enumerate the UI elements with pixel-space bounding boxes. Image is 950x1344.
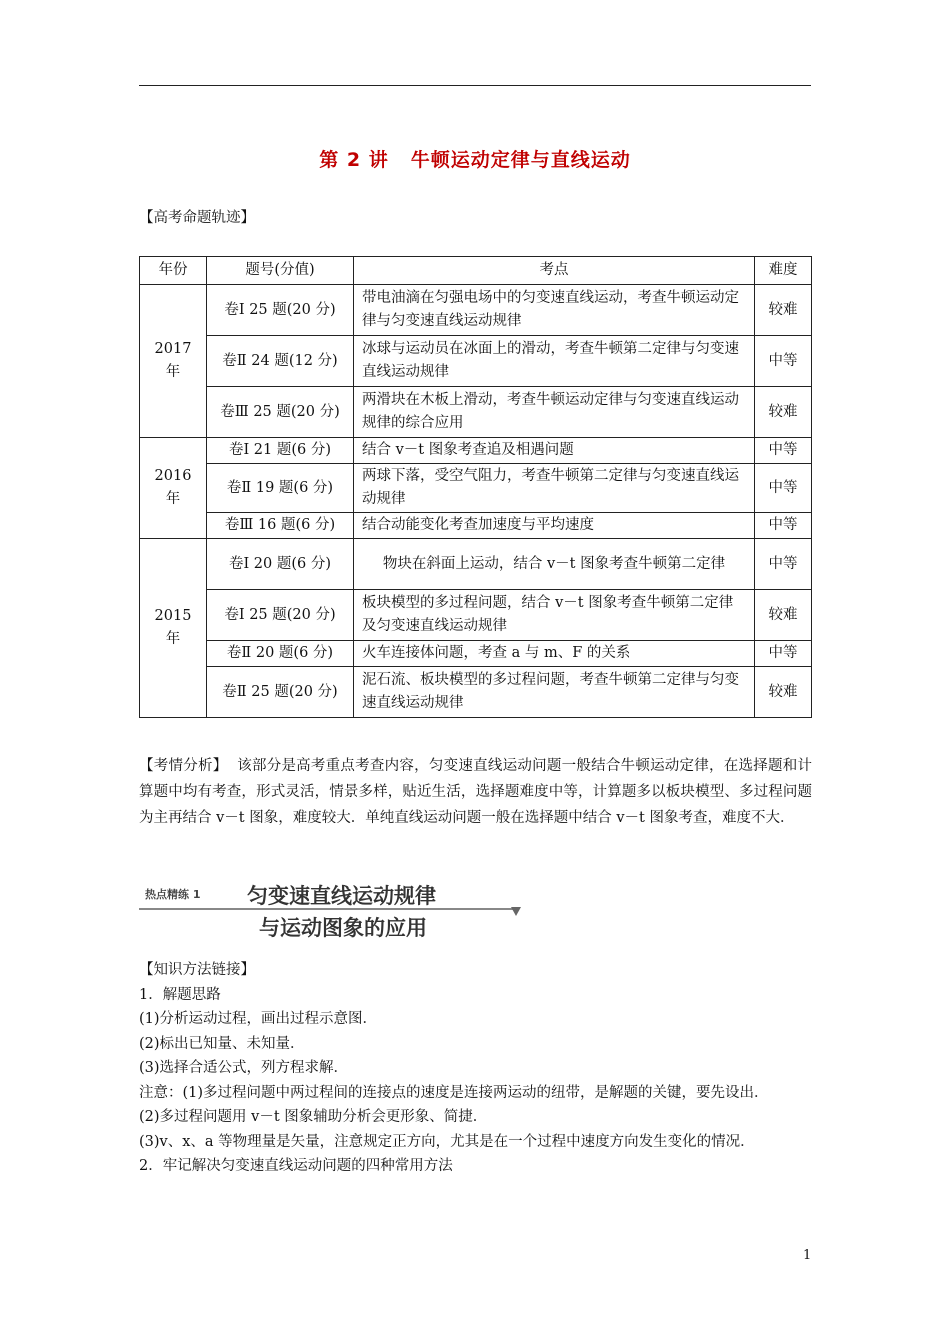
page-number: 1	[803, 1248, 812, 1263]
topic-cell: 两滑块在木板上滑动，考查牛顿运动定律与匀变速直线运动规律的综合应用	[354, 387, 755, 438]
table-row	[140, 667, 812, 718]
table-row	[140, 590, 812, 641]
question-cell: 卷Ⅰ 20 题(6 分)	[207, 539, 354, 590]
method-section	[139, 958, 812, 1179]
question-cell: 卷Ⅲ 16 题(6 分)	[207, 513, 354, 539]
note-item: (2)多过程问题用 v－t 图象辅助分析会更形象、简捷．	[139, 1109, 488, 1125]
table-row	[140, 336, 812, 387]
topic-cell: 物块在斜面上运动，结合 v－t 图象考查牛顿第二定律	[354, 539, 755, 590]
topic-cell: 带电油滴在匀强电场中的匀变速直线运动，考查牛顿运动定律与匀变速直线运动规律	[354, 285, 755, 336]
year-cell: 2017 年	[140, 285, 207, 438]
question-cell: 卷Ⅱ 25 题(20 分)	[207, 667, 354, 718]
hot-topic-banner	[139, 876, 539, 946]
header-year: 年份	[140, 257, 207, 285]
header-difficulty: 难度	[755, 257, 812, 285]
question-cell: 卷Ⅲ 25 题(20 分)	[207, 387, 354, 438]
analysis-label: 【考情分析】	[139, 758, 228, 774]
method-link-label: 【知识方法链接】	[139, 962, 255, 978]
list-item: 1．解题思路	[139, 986, 221, 1003]
page-title	[0, 145, 950, 172]
difficulty-cell: 较难	[755, 387, 812, 438]
note-item: 注意：(1)多过程问题中两过程间的连接点的速度是连接两运动的纽带，是解题的关键，要先设出．	[139, 1084, 769, 1101]
difficulty-cell: 中等	[755, 464, 812, 513]
table-row	[140, 641, 812, 667]
topic-cell: 板块模型的多过程问题，结合 v－t 图象考查牛顿第二定律及匀变速直线运动规律	[354, 590, 755, 641]
exam-track-table	[139, 256, 812, 718]
header-question: 题号(分值)	[207, 257, 354, 285]
difficulty-cell: 中等	[755, 438, 812, 464]
year-cell: 2015 年	[140, 539, 207, 718]
difficulty-cell: 中等	[755, 336, 812, 387]
hot-topic-title-line2: 与运动图象的应用	[259, 916, 427, 940]
topic-cell: 结合动能变化考查加速度与平均速度	[354, 513, 755, 539]
difficulty-cell: 中等	[755, 513, 812, 539]
question-cell: 卷Ⅱ 20 题(6 分)	[207, 641, 354, 667]
question-cell: 卷Ⅱ 24 题(12 分)	[207, 336, 354, 387]
topic-cell: 冰球与运动员在冰面上的滑动，考查牛顿第二定律与匀变速直线运动规律	[354, 336, 755, 387]
hot-topic-title-line1: 匀变速直线运动规律	[247, 884, 436, 908]
difficulty-cell: 较难	[755, 285, 812, 336]
table-row	[140, 285, 812, 336]
lecture-title: 牛顿运动定律与直线运动	[410, 149, 631, 171]
question-cell: 卷Ⅰ 25 题(20 分)	[207, 285, 354, 336]
difficulty-cell: 较难	[755, 667, 812, 718]
table-row	[140, 464, 812, 513]
table-row	[140, 539, 812, 590]
banner-triangle-icon	[511, 907, 521, 916]
topic-cell: 结合 v－t 图象考查追及相遇问题	[354, 438, 755, 464]
analysis-text: 该部分是高考重点考查内容，匀变速直线运动问题一般结合牛顿运动定律，在选择题和计算题中均有考查，形式灵活，情景多样，贴近生活，选择题难度中等，计算题多以板块模型、多过程问题为主再结合 v－t 图象，难度较大．单纯直线运动问题一般在选择题中结合 v－t 图象考查，难度不大．	[139, 758, 813, 826]
topic-cell: 两球下落，受空气阻力，考查牛顿第二定律与匀变速直线运动规律	[354, 464, 755, 513]
analysis-paragraph	[139, 753, 812, 831]
list-item: (2)标出已知量、未知量．	[139, 1035, 305, 1052]
list-item: (1)分析运动过程，画出过程示意图．	[139, 1011, 378, 1027]
lecture-number: 第 2 讲	[319, 149, 389, 171]
question-cell: 卷Ⅱ 19 题(6 分)	[207, 464, 354, 513]
table-header-row	[140, 257, 812, 285]
year-cell: 2016 年	[140, 438, 207, 539]
difficulty-cell: 中等	[755, 539, 812, 590]
list-item: 2．牢记解决匀变速直线运动问题的四种常用方法	[139, 1158, 453, 1174]
table-row	[140, 387, 812, 438]
topic-cell: 泥石流、板块模型的多过程问题，考查牛顿第二定律与匀变速直线运动规律	[354, 667, 755, 718]
table-row	[140, 513, 812, 539]
difficulty-cell: 中等	[755, 641, 812, 667]
hot-topic-tag: 热点精练 1	[145, 888, 201, 901]
question-cell: 卷Ⅰ 25 题(20 分)	[207, 590, 354, 641]
question-cell: 卷Ⅰ 21 题(6 分)	[207, 438, 354, 464]
difficulty-cell: 较难	[755, 590, 812, 641]
topic-cell: 火车连接体问题，考查 a 与 m、F 的关系	[354, 641, 755, 667]
header-topic: 考点	[354, 257, 755, 285]
header-rule	[139, 85, 811, 86]
list-item: (3)选择合适公式，列方程求解．	[139, 1060, 349, 1076]
track-section-label: 【高考命题轨迹】	[139, 210, 255, 226]
table-row	[140, 438, 812, 464]
note-item: (3)v、x、a 等物理量是矢量，注意规定正方向，尤其是在一个过程中速度方向发生变化的情况．	[139, 1133, 755, 1150]
